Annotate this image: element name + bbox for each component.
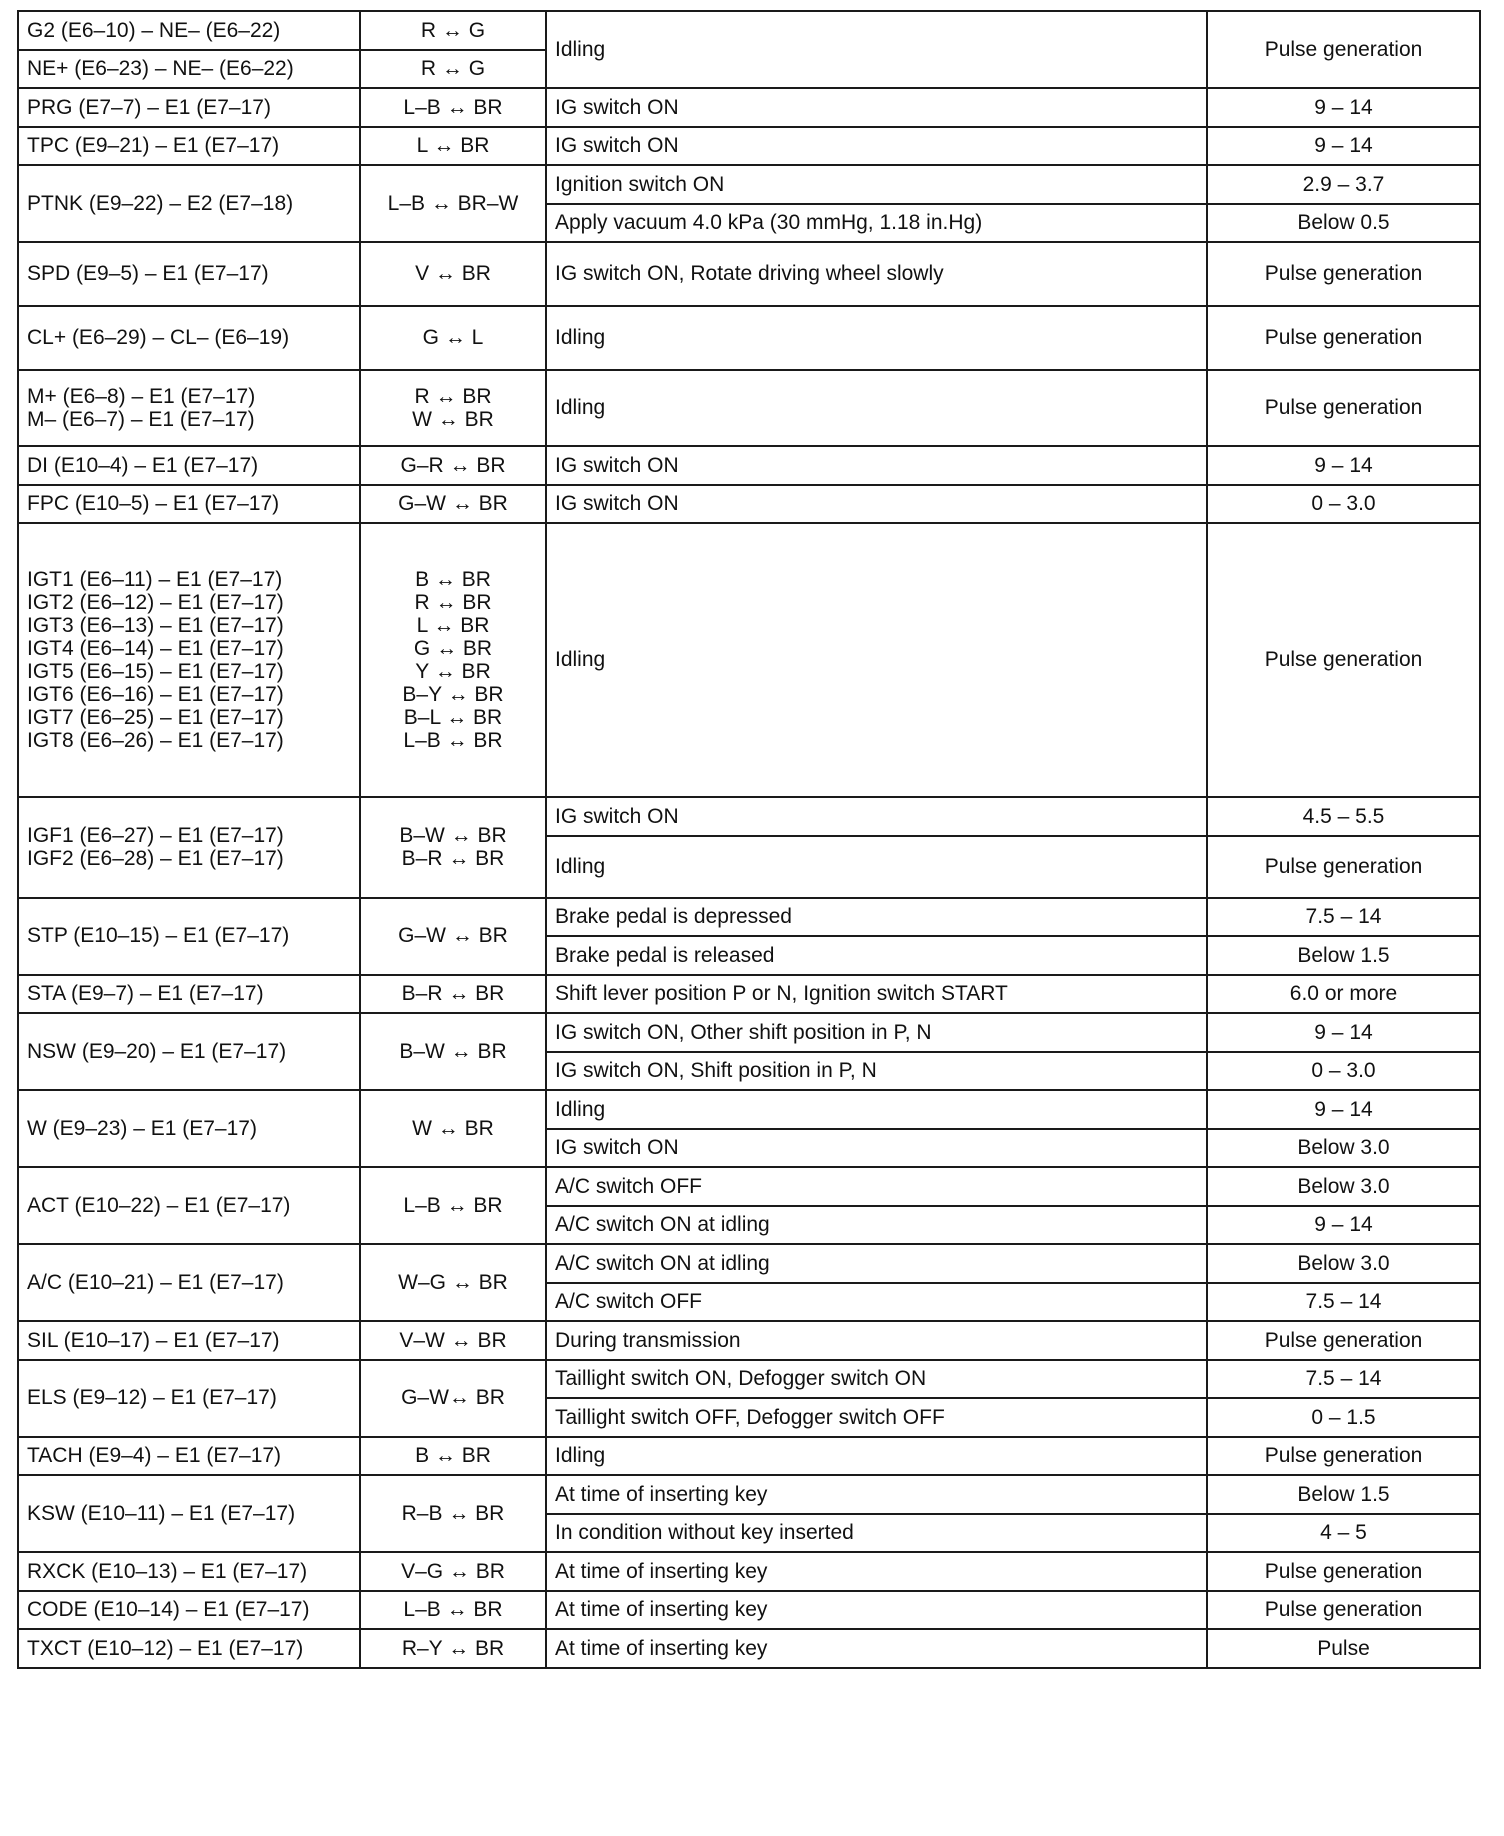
condition-cell: Idling xyxy=(546,370,1207,446)
spec-cell: 9 – 14 xyxy=(1207,127,1480,166)
condition-cell: IG switch ON xyxy=(546,446,1207,485)
spec-cell: 4.5 – 5.5 xyxy=(1207,797,1480,836)
condition-cell: IG switch ON, Shift position in P, N xyxy=(546,1052,1207,1091)
condition-cell: IG switch ON, Rotate driving wheel slowly xyxy=(546,242,1207,306)
terminal-cell-line: IGT3 (E6–13) – E1 (E7–17) xyxy=(27,613,284,637)
terminal-cell: DI (E10–4) – E1 (E7–17) xyxy=(18,446,360,485)
table-row xyxy=(18,306,1480,370)
table-row xyxy=(18,1013,1480,1052)
table-row xyxy=(18,1437,1480,1476)
terminal-cell: NE+ (E6–23) – NE– (E6–22) xyxy=(18,50,360,89)
condition-cell: Idling xyxy=(546,836,1207,898)
terminal-cell-line: IGT5 (E6–15) – E1 (E7–17) xyxy=(27,660,284,683)
terminal-cell-line: M+ (E6–8) – E1 (E7–17) xyxy=(27,384,256,408)
spec-cell: 2.9 – 3.7 xyxy=(1207,165,1480,204)
table-row xyxy=(18,242,1480,306)
condition-cell: At time of inserting key xyxy=(546,1552,1207,1591)
table-row xyxy=(18,1244,1480,1283)
condition-cell: Ignition switch ON xyxy=(546,165,1207,204)
wiring-cell-line: B–L ↔ BR xyxy=(403,706,503,730)
wiring-cell: L–B ↔ BR xyxy=(360,1167,546,1244)
condition-cell: IG switch ON xyxy=(546,1129,1207,1168)
condition-cell: At time of inserting key xyxy=(546,1629,1207,1668)
table-row xyxy=(18,1360,1480,1399)
wiring-cell: G ↔ L xyxy=(360,306,546,370)
wiring-cell-line: Y ↔ BR xyxy=(415,660,491,683)
spec-cell: Below 3.0 xyxy=(1207,1167,1480,1206)
terminal-cell-line: IGT4 (E6–14) – E1 (E7–17) xyxy=(27,636,284,660)
spec-cell: Pulse generation xyxy=(1207,836,1480,898)
spec-cell: Pulse generation xyxy=(1207,523,1480,797)
terminal-cell-line: IGT8 (E6–26) – E1 (E7–17) xyxy=(27,729,284,753)
spec-cell: Pulse xyxy=(1207,1629,1480,1668)
wiring-cell: L–B ↔ BR xyxy=(360,1591,546,1630)
wiring-cell: R ↔ G xyxy=(360,50,546,89)
condition-cell: Taillight switch ON, Defogger switch ON xyxy=(546,1360,1207,1399)
spec-cell: 9 – 14 xyxy=(1207,1090,1480,1129)
terminal-cell: KSW (E10–11) – E1 (E7–17) xyxy=(18,1475,360,1552)
terminal-cell: CL+ (E6–29) – CL– (E6–19) xyxy=(18,306,360,370)
terminal-cell-line: IGT2 (E6–12) – E1 (E7–17) xyxy=(27,590,284,614)
terminal-cell: STA (E9–7) – E1 (E7–17) xyxy=(18,975,360,1014)
spec-cell: 7.5 – 14 xyxy=(1207,1283,1480,1322)
table-row xyxy=(18,523,1480,797)
spec-cell: Pulse generation xyxy=(1207,306,1480,370)
wiring-cell: V–G ↔ BR xyxy=(360,1552,546,1591)
spec-cell: Below 1.5 xyxy=(1207,936,1480,975)
table-row xyxy=(18,446,1480,485)
wiring-cell: B–R ↔ BR xyxy=(360,975,546,1014)
terminal-cell: FPC (E10–5) – E1 (E7–17) xyxy=(18,485,360,524)
spec-cell: 9 – 14 xyxy=(1207,1206,1480,1245)
spec-cell: Pulse generation xyxy=(1207,370,1480,446)
terminal-cell: G2 (E6–10) – NE– (E6–22) xyxy=(18,11,360,50)
terminal-cell: PTNK (E9–22) – E2 (E7–18) xyxy=(18,165,360,242)
table-row xyxy=(18,1552,1480,1591)
spec-cell: Pulse generation xyxy=(1207,11,1480,88)
terminal-cell: SIL (E10–17) – E1 (E7–17) xyxy=(18,1321,360,1360)
table-row xyxy=(18,370,1480,446)
terminal-cell: TACH (E9–4) – E1 (E7–17) xyxy=(18,1437,360,1476)
spec-cell: 4 – 5 xyxy=(1207,1514,1480,1553)
table-row xyxy=(18,1321,1480,1360)
terminal-cell: RXCK (E10–13) – E1 (E7–17) xyxy=(18,1552,360,1591)
condition-cell: Idling xyxy=(546,1437,1207,1476)
terminal-cell: STP (E10–15) – E1 (E7–17) xyxy=(18,898,360,975)
wiring-cell: G–W ↔ BR xyxy=(360,898,546,975)
condition-cell: A/C switch ON at idling xyxy=(546,1244,1207,1283)
table-row xyxy=(18,1167,1480,1206)
spec-cell: 9 – 14 xyxy=(1207,88,1480,127)
condition-cell: A/C switch OFF xyxy=(546,1283,1207,1322)
condition-cell: Taillight switch OFF, Defogger switch OFF xyxy=(546,1398,1207,1437)
condition-cell: Idling xyxy=(546,11,1207,88)
spec-cell: 0 – 3.0 xyxy=(1207,485,1480,524)
spec-cell: 9 – 14 xyxy=(1207,446,1480,485)
wiring-cell-line: R ↔ BR xyxy=(414,384,492,408)
table-row xyxy=(18,485,1480,524)
spec-cell: Pulse generation xyxy=(1207,1321,1480,1360)
condition-cell: Idling xyxy=(546,523,1207,797)
table-row xyxy=(18,1475,1480,1514)
condition-cell: At time of inserting key xyxy=(546,1591,1207,1630)
condition-cell: A/C switch ON at idling xyxy=(546,1206,1207,1245)
wiring-cell xyxy=(360,797,546,898)
terminal-cell: A/C (E10–21) – E1 (E7–17) xyxy=(18,1244,360,1321)
condition-cell: Brake pedal is released xyxy=(546,936,1207,975)
wiring-cell: L–B ↔ BR–W xyxy=(360,165,546,242)
spec-cell: 0 – 3.0 xyxy=(1207,1052,1480,1091)
terminal-cell xyxy=(18,797,360,898)
terminal-cell-line: IGT6 (E6–16) – E1 (E7–17) xyxy=(27,683,284,707)
wiring-cell-line: L–B ↔ BR xyxy=(403,729,503,753)
spec-cell: 7.5 – 14 xyxy=(1207,898,1480,937)
condition-cell: Idling xyxy=(546,1090,1207,1129)
wiring-cell-line: B–W ↔ BR xyxy=(399,824,507,848)
wiring-cell: W ↔ BR xyxy=(360,1090,546,1167)
wiring-cell: R–Y ↔ BR xyxy=(360,1629,546,1668)
condition-cell: Shift lever position P or N, Ignition switch START xyxy=(546,975,1207,1014)
spec-cell: Pulse generation xyxy=(1207,1591,1480,1630)
wiring-cell-line: W ↔ BR xyxy=(412,408,494,431)
terminal-cell xyxy=(18,523,360,797)
wiring-cell-line: R ↔ BR xyxy=(414,590,492,614)
terminal-cell: ELS (E9–12) – E1 (E7–17) xyxy=(18,1360,360,1437)
terminal-cell-line: IGF2 (E6–28) – E1 (E7–17) xyxy=(27,847,284,871)
wiring-cell: V ↔ BR xyxy=(360,242,546,306)
terminal-cell: PRG (E7–7) – E1 (E7–17) xyxy=(18,88,360,127)
condition-cell: Apply vacuum 4.0 kPa (30 mmHg, 1.18 in.Hg) xyxy=(546,204,1207,243)
table-row xyxy=(18,898,1480,937)
terminal-cell xyxy=(18,370,360,446)
condition-cell: IG switch ON xyxy=(546,88,1207,127)
terminal-cell: TPC (E9–21) – E1 (E7–17) xyxy=(18,127,360,166)
table-row xyxy=(18,1629,1480,1668)
wiring-cell: B ↔ BR xyxy=(360,1437,546,1476)
spec-cell: Below 1.5 xyxy=(1207,1475,1480,1514)
spec-cell: 0 – 1.5 xyxy=(1207,1398,1480,1437)
terminal-cell-line: IGF1 (E6–27) – E1 (E7–17) xyxy=(27,824,284,848)
terminal-cell: TXCT (E10–12) – E1 (E7–17) xyxy=(18,1629,360,1668)
condition-cell: Idling xyxy=(546,306,1207,370)
wiring-cell-line: B–Y ↔ BR xyxy=(402,683,504,707)
terminal-cell: NSW (E9–20) – E1 (E7–17) xyxy=(18,1013,360,1090)
table-row xyxy=(18,975,1480,1014)
wiring-cell: R–B ↔ BR xyxy=(360,1475,546,1552)
wiring-cell: G–R ↔ BR xyxy=(360,446,546,485)
wiring-cell: R ↔ G xyxy=(360,11,546,50)
terminal-cell-line: IGT7 (E6–25) – E1 (E7–17) xyxy=(27,706,284,730)
wiring-cell-line: B ↔ BR xyxy=(415,567,491,591)
terminal-cell-line: IGT1 (E6–11) – E1 (E7–17) xyxy=(27,567,283,591)
condition-cell: At time of inserting key xyxy=(546,1475,1207,1514)
spec-cell: 6.0 or more xyxy=(1207,975,1480,1014)
condition-cell: IG switch ON xyxy=(546,127,1207,166)
wiring-cell: B–W ↔ BR xyxy=(360,1013,546,1090)
spec-cell: 7.5 – 14 xyxy=(1207,1360,1480,1399)
table-row xyxy=(18,11,1480,50)
wiring-cell: L–B ↔ BR xyxy=(360,88,546,127)
table-row xyxy=(18,1591,1480,1630)
spec-cell: Below 0.5 xyxy=(1207,204,1480,243)
spec-cell: Pulse generation xyxy=(1207,1437,1480,1476)
wiring-cell xyxy=(360,370,546,446)
table-row xyxy=(18,797,1480,836)
wiring-cell: L ↔ BR xyxy=(360,127,546,166)
terminal-cell: ACT (E10–22) – E1 (E7–17) xyxy=(18,1167,360,1244)
condition-cell: A/C switch OFF xyxy=(546,1167,1207,1206)
wiring-cell: G–W ↔ BR xyxy=(360,485,546,524)
table-row xyxy=(18,127,1480,166)
terminal-cell: SPD (E9–5) – E1 (E7–17) xyxy=(18,242,360,306)
condition-cell: IG switch ON xyxy=(546,485,1207,524)
spec-cell: Below 3.0 xyxy=(1207,1244,1480,1283)
spec-cell: Pulse generation xyxy=(1207,1552,1480,1591)
wiring-cell-line: B–R ↔ BR xyxy=(401,847,505,871)
wiring-cell: V–W ↔ BR xyxy=(360,1321,546,1360)
wiring-cell: G–W↔ BR xyxy=(360,1360,546,1437)
condition-cell: IG switch ON, Other shift position in P, N xyxy=(546,1013,1207,1052)
condition-cell: IG switch ON xyxy=(546,797,1207,836)
wiring-cell-line: G ↔ BR xyxy=(413,636,493,660)
condition-cell: Brake pedal is depressed xyxy=(546,898,1207,937)
table-row xyxy=(18,88,1480,127)
condition-cell: During transmission xyxy=(546,1321,1207,1360)
spec-cell: Below 3.0 xyxy=(1207,1129,1480,1168)
condition-cell: In condition without key inserted xyxy=(546,1514,1207,1553)
terminal-cell-line: M– (E6–7) – E1 (E7–17) xyxy=(27,408,255,431)
spec-cell: Pulse generation xyxy=(1207,242,1480,306)
terminal-voltage-table xyxy=(17,10,1481,1669)
table-row xyxy=(18,1090,1480,1129)
wiring-cell-line: L ↔ BR xyxy=(416,613,490,637)
wiring-cell xyxy=(360,523,546,797)
wiring-cell: W–G ↔ BR xyxy=(360,1244,546,1321)
spec-cell: 9 – 14 xyxy=(1207,1013,1480,1052)
terminal-cell: CODE (E10–14) – E1 (E7–17) xyxy=(18,1591,360,1630)
terminal-cell: W (E9–23) – E1 (E7–17) xyxy=(18,1090,360,1167)
table-row xyxy=(18,165,1480,204)
